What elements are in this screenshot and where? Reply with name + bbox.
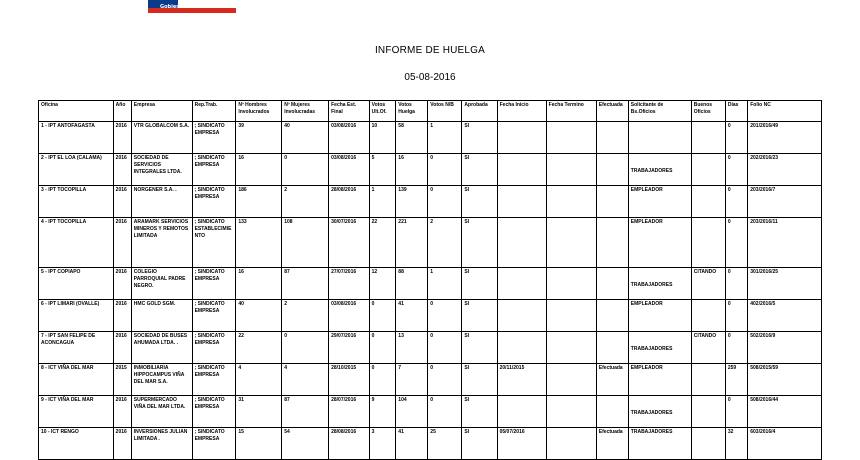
header-row bbox=[39, 101, 822, 122]
table-row bbox=[39, 154, 822, 186]
table-row bbox=[39, 396, 822, 428]
cell-votos-huelga: 221 bbox=[396, 218, 428, 268]
report-title: INFORME DE HUELGA bbox=[374, 45, 486, 56]
cell-buenos-oficios bbox=[691, 186, 725, 218]
table-row bbox=[39, 332, 822, 364]
logo-text: Gobierno de Chile bbox=[160, 4, 211, 10]
cell-hombres: 133 bbox=[236, 218, 282, 268]
cell-oficina: 10 - ICT RENGO bbox=[39, 428, 114, 460]
cell-mujeres: 54 bbox=[282, 428, 329, 460]
cell-mujeres: 0 bbox=[282, 332, 329, 364]
cell-buenos-oficios bbox=[691, 218, 725, 268]
cell-votos-huelga: 139 bbox=[396, 186, 428, 218]
cell-fecha-est-final: 28/08/2016 bbox=[329, 428, 370, 460]
cell-fecha-inicio bbox=[497, 332, 546, 364]
cell-dias: 0 bbox=[725, 332, 747, 364]
cell-rep-trab: ; SINDICATO EMPRESA bbox=[192, 396, 236, 428]
col-votos-huelga: Votos Huelga bbox=[396, 101, 428, 122]
cell-buenos-oficios bbox=[691, 122, 725, 154]
cell-mujeres: 108 bbox=[282, 218, 329, 268]
cell-oficina: 1 - IPT ANTOFAGASTA bbox=[39, 122, 114, 154]
cell-mujeres: 2 bbox=[282, 300, 329, 332]
cell-votos-ult-of: 0 bbox=[369, 332, 396, 364]
cell-rep-trab: ; SINDICATO EMPRESA bbox=[192, 364, 236, 396]
cell-mujeres: 4 bbox=[282, 364, 329, 396]
table-row bbox=[39, 300, 822, 332]
cell-fecha-inicio bbox=[497, 154, 546, 186]
col-mujeres: Nº Mujeres Involucradas bbox=[282, 101, 329, 122]
col-hombres: Nº Hombres Involucrados bbox=[236, 101, 282, 122]
cell-rep-trab: ; SINDICATO EMPRESA bbox=[192, 300, 236, 332]
cell-efectuada bbox=[596, 154, 628, 186]
cell-votos-huelga: 88 bbox=[396, 268, 428, 300]
cell-fecha-est-final: 03/08/2016 bbox=[329, 300, 370, 332]
solicitante-text: EMPLEADOR bbox=[630, 187, 663, 193]
cell-votos-ult-of: 0 bbox=[369, 300, 396, 332]
cell-fecha-inicio: 20/11/2015 bbox=[497, 364, 546, 396]
cell-votos-nb: 0 bbox=[428, 186, 462, 218]
solicitante-text: TRABAJADORES bbox=[630, 282, 673, 288]
cell-hombres: 22 bbox=[236, 332, 282, 364]
cell-votos-huelga: 104 bbox=[396, 396, 428, 428]
cell-hombres: 16 bbox=[236, 154, 282, 186]
col-ano: Año bbox=[113, 101, 131, 122]
solicitante-text: EMPLEADOR bbox=[630, 219, 663, 225]
cell-buenos-oficios bbox=[691, 428, 725, 460]
cell-efectuada: Efectuada bbox=[596, 364, 628, 396]
cell-dias: 32 bbox=[725, 428, 747, 460]
strike-report-table bbox=[38, 100, 822, 460]
cell-fecha-est-final: 28/07/2016 bbox=[329, 396, 370, 428]
cell-hombres: 39 bbox=[236, 122, 282, 154]
cell-votos-nb: 2 bbox=[428, 218, 462, 268]
cell-aprobada: SI bbox=[462, 332, 497, 364]
col-rep-trab: Rep.Trab. bbox=[192, 101, 236, 122]
cell-solicitante bbox=[628, 154, 691, 186]
cell-empresa: INVERSIONES JULIAN LIMITADA . bbox=[131, 428, 192, 460]
cell-oficina: 6 - IPT LIMARI (OVALLE) bbox=[39, 300, 114, 332]
cell-folio-nc: 502/2016/9 bbox=[748, 332, 822, 364]
cell-fecha-est-final: 29/07/2016 bbox=[329, 332, 370, 364]
cell-empresa: COLEGIO PARROQUIAL PADRE NEGRO. bbox=[131, 268, 192, 300]
cell-dias: 0 bbox=[725, 218, 747, 268]
cell-votos-nb: 1 bbox=[428, 268, 462, 300]
cell-fecha-termino bbox=[546, 300, 596, 332]
cell-fecha-termino bbox=[546, 122, 596, 154]
cell-efectuada bbox=[596, 332, 628, 364]
cell-votos-nb: 25 bbox=[428, 428, 462, 460]
cell-ano: 2016 bbox=[113, 268, 131, 300]
cell-votos-huelga: 13 bbox=[396, 332, 428, 364]
cell-votos-huelga: 16 bbox=[396, 154, 428, 186]
cell-buenos-oficios bbox=[691, 396, 725, 428]
cell-rep-trab: ; SINDICATO EMPRESA bbox=[192, 154, 236, 186]
col-fecha-termino: Fecha Termino bbox=[546, 101, 596, 122]
cell-fecha-est-final: 28/08/2016 bbox=[329, 186, 370, 218]
cell-aprobada: SI bbox=[462, 300, 497, 332]
col-fecha-inicio: Fecha Inicio bbox=[497, 101, 546, 122]
cell-solicitante bbox=[628, 218, 691, 268]
cell-empresa: HMC GOLD SGM. bbox=[131, 300, 192, 332]
solicitante-text: TRABAJADORES bbox=[630, 410, 673, 416]
cell-votos-huelga: 7 bbox=[396, 364, 428, 396]
cell-fecha-est-final: 27/07/2016 bbox=[329, 268, 370, 300]
cell-buenos-oficios: CITANDO bbox=[691, 332, 725, 364]
cell-ano: 2016 bbox=[113, 218, 131, 268]
cell-rep-trab: ; SINDICATO ESTABLECIMIENTO bbox=[192, 218, 236, 268]
cell-fecha-est-final: 30/07/2016 bbox=[329, 218, 370, 268]
cell-aprobada: SI bbox=[462, 154, 497, 186]
cell-votos-huelga: 58 bbox=[396, 122, 428, 154]
cell-fecha-termino bbox=[546, 268, 596, 300]
report-date: 05-08-2016 bbox=[404, 72, 456, 83]
cell-votos-nb: 0 bbox=[428, 300, 462, 332]
cell-fecha-termino bbox=[546, 364, 596, 396]
cell-oficina: 9 - ICT VIÑA DEL MAR bbox=[39, 396, 114, 428]
cell-mujeres: 0 bbox=[282, 154, 329, 186]
cell-empresa: NORGENER S.A. . bbox=[131, 186, 192, 218]
solicitante-text: EMPLEADOR bbox=[630, 365, 663, 371]
cell-votos-nb: 0 bbox=[428, 364, 462, 396]
cell-oficina: 7 - IPT SAN FELIPE DE ACONCAGUA bbox=[39, 332, 114, 364]
cell-oficina: 8 - ICT VIÑA DEL MAR bbox=[39, 364, 114, 396]
cell-fecha-termino bbox=[546, 428, 596, 460]
cell-ano: 2016 bbox=[113, 122, 131, 154]
cell-rep-trab: ; SINDICATO EMPRESA bbox=[192, 186, 236, 218]
cell-dias: 0 bbox=[725, 396, 747, 428]
cell-solicitante bbox=[628, 122, 691, 154]
cell-empresa: INMOBILIARIA HIPPOCAMPUS VIÑA DEL MAR S.A. bbox=[131, 364, 192, 396]
cell-empresa: SOCIEDAD DE BUSES AHUMADA LTDA. . bbox=[131, 332, 192, 364]
solicitante-text: TRABAJADORES bbox=[630, 346, 673, 352]
cell-votos-ult-of: 22 bbox=[369, 218, 396, 268]
table-row bbox=[39, 186, 822, 218]
cell-empresa: VTR GLOBALCOM S.A. bbox=[131, 122, 192, 154]
cell-folio-nc: 203/2016/7 bbox=[748, 186, 822, 218]
col-fecha-est-final: Fecha Est. Final bbox=[329, 101, 370, 122]
solicitante-text: EMPLEADOR bbox=[630, 301, 663, 307]
cell-folio-nc: 201/2016/49 bbox=[748, 122, 822, 154]
cell-empresa: ARAMARK SERVICIOS MINEROS Y REMOTOS LIMITADA bbox=[131, 218, 192, 268]
cell-fecha-termino bbox=[546, 332, 596, 364]
cell-aprobada: SI bbox=[462, 268, 497, 300]
cell-folio-nc: 508/2016/44 bbox=[748, 396, 822, 428]
cell-votos-ult-of: 0 bbox=[369, 364, 396, 396]
cell-dias: 0 bbox=[725, 300, 747, 332]
col-oficina: Oficina bbox=[39, 101, 114, 122]
cell-hombres: 15 bbox=[236, 428, 282, 460]
cell-folio-nc: 301/2016/25 bbox=[748, 268, 822, 300]
cell-folio-nc: 203/2016/11 bbox=[748, 218, 822, 268]
cell-votos-nb: 0 bbox=[428, 154, 462, 186]
cell-hombres: 186 bbox=[236, 186, 282, 218]
cell-rep-trab: ; SINDICATO EMPRESA bbox=[192, 268, 236, 300]
cell-efectuada bbox=[596, 122, 628, 154]
cell-fecha-inicio bbox=[497, 122, 546, 154]
cell-buenos-oficios bbox=[691, 154, 725, 186]
cell-buenos-oficios bbox=[691, 300, 725, 332]
cell-fecha-inicio bbox=[497, 218, 546, 268]
cell-mujeres: 87 bbox=[282, 396, 329, 428]
cell-solicitante bbox=[628, 428, 691, 460]
cell-hombres: 31 bbox=[236, 396, 282, 428]
solicitante-text: TRABAJADORES bbox=[630, 429, 673, 435]
table-row bbox=[39, 364, 822, 396]
col-buenos-oficios: Buenos Oficios bbox=[691, 101, 725, 122]
cell-rep-trab: ; SINDICATO EMPRESA bbox=[192, 332, 236, 364]
cell-aprobada: SI bbox=[462, 186, 497, 218]
cell-hombres: 4 bbox=[236, 364, 282, 396]
cell-ano: 2016 bbox=[113, 396, 131, 428]
cell-empresa: SUPERMERCADO VIÑA DEL MAR LTDA. bbox=[131, 396, 192, 428]
col-folio-nc: Folio NC bbox=[748, 101, 822, 122]
cell-efectuada bbox=[596, 268, 628, 300]
cell-efectuada: Efectuada bbox=[596, 428, 628, 460]
cell-aprobada: SI bbox=[462, 428, 497, 460]
cell-fecha-est-final: 28/10/2015 bbox=[329, 364, 370, 396]
table-row bbox=[39, 122, 822, 154]
cell-votos-huelga: 41 bbox=[396, 428, 428, 460]
cell-aprobada: SI bbox=[462, 218, 497, 268]
cell-ano: 2016 bbox=[113, 428, 131, 460]
col-efectuada: Efectuada bbox=[596, 101, 628, 122]
cell-fecha-inicio bbox=[497, 396, 546, 428]
cell-efectuada bbox=[596, 218, 628, 268]
cell-votos-ult-of: 10 bbox=[369, 122, 396, 154]
cell-votos-ult-of: 3 bbox=[369, 428, 396, 460]
cell-fecha-inicio bbox=[497, 300, 546, 332]
cell-votos-ult-of: 1 bbox=[369, 186, 396, 218]
cell-ano: 2016 bbox=[113, 186, 131, 218]
cell-empresa: SOCIEDAD DE SERVICIOS INTEGRALES LTDA. bbox=[131, 154, 192, 186]
cell-oficina: 3 - IPT TOCOPILLA bbox=[39, 186, 114, 218]
cell-efectuada bbox=[596, 396, 628, 428]
cell-fecha-est-final: 03/08/2016 bbox=[329, 154, 370, 186]
cell-dias: 0 bbox=[725, 268, 747, 300]
cell-votos-nb: 0 bbox=[428, 332, 462, 364]
cell-oficina: 5 - IPT COPIAPO bbox=[39, 268, 114, 300]
cell-fecha-est-final: 03/08/2016 bbox=[329, 122, 370, 154]
table-row bbox=[39, 218, 822, 268]
cell-dias: 0 bbox=[725, 154, 747, 186]
col-votos-nb: Votos N/B bbox=[428, 101, 462, 122]
cell-solicitante bbox=[628, 396, 691, 428]
cell-votos-nb: 1 bbox=[428, 122, 462, 154]
cell-hombres: 16 bbox=[236, 268, 282, 300]
cell-votos-huelga: 41 bbox=[396, 300, 428, 332]
cell-votos-nb: 0 bbox=[428, 396, 462, 428]
table-row bbox=[39, 268, 822, 300]
cell-fecha-termino bbox=[546, 396, 596, 428]
cell-solicitante bbox=[628, 268, 691, 300]
cell-dias: 0 bbox=[725, 186, 747, 218]
cell-fecha-termino bbox=[546, 218, 596, 268]
cell-fecha-inicio bbox=[497, 186, 546, 218]
col-votos-ult-of: Votos Ult.Of. bbox=[369, 101, 396, 122]
cell-solicitante bbox=[628, 364, 691, 396]
cell-folio-nc: 402/2016/5 bbox=[748, 300, 822, 332]
cell-hombres: 40 bbox=[236, 300, 282, 332]
cell-rep-trab: ; SINDICATO EMPRESA bbox=[192, 122, 236, 154]
cell-ano: 2016 bbox=[113, 300, 131, 332]
cell-votos-ult-of: 12 bbox=[369, 268, 396, 300]
cell-aprobada: SI bbox=[462, 122, 497, 154]
col-solicitante: Solicitante de Bs.Oficios bbox=[628, 101, 691, 122]
cell-rep-trab: ; SINDICATO EMPRESA bbox=[192, 428, 236, 460]
cell-folio-nc: 202/2016/23 bbox=[748, 154, 822, 186]
cell-ano: 2016 bbox=[113, 332, 131, 364]
cell-fecha-termino bbox=[546, 154, 596, 186]
col-aprobada: Aprobada bbox=[462, 101, 497, 122]
cell-buenos-oficios: CITANDO bbox=[691, 268, 725, 300]
cell-buenos-oficios bbox=[691, 364, 725, 396]
cell-solicitante bbox=[628, 300, 691, 332]
cell-mujeres: 40 bbox=[282, 122, 329, 154]
cell-mujeres: 87 bbox=[282, 268, 329, 300]
solicitante-text: TRABAJADORES bbox=[630, 168, 673, 174]
cell-folio-nc: 508/2015/59 bbox=[748, 364, 822, 396]
cell-votos-ult-of: 5 bbox=[369, 154, 396, 186]
cell-solicitante bbox=[628, 332, 691, 364]
cell-ano: 2016 bbox=[113, 154, 131, 186]
cell-votos-ult-of: 9 bbox=[369, 396, 396, 428]
table-row bbox=[39, 428, 822, 460]
cell-efectuada bbox=[596, 300, 628, 332]
cell-folio-nc: 603/2016/4 bbox=[748, 428, 822, 460]
cell-efectuada bbox=[596, 186, 628, 218]
government-logo bbox=[148, 0, 236, 13]
cell-aprobada: SI bbox=[462, 364, 497, 396]
col-dias: Días bbox=[725, 101, 747, 122]
cell-mujeres: 2 bbox=[282, 186, 329, 218]
cell-fecha-inicio bbox=[497, 268, 546, 300]
cell-dias: 0 bbox=[725, 122, 747, 154]
cell-solicitante bbox=[628, 186, 691, 218]
col-empresa: Empresa bbox=[131, 101, 192, 122]
cell-fecha-inicio: 05/07/2016 bbox=[497, 428, 546, 460]
cell-ano: 2015 bbox=[113, 364, 131, 396]
cell-dias: 259 bbox=[725, 364, 747, 396]
cell-aprobada: SI bbox=[462, 396, 497, 428]
cell-oficina: 4 - IPT TOCOPILLA bbox=[39, 218, 114, 268]
cell-oficina: 2 - IPT EL LOA (CALAMA) bbox=[39, 154, 114, 186]
cell-fecha-termino bbox=[546, 186, 596, 218]
